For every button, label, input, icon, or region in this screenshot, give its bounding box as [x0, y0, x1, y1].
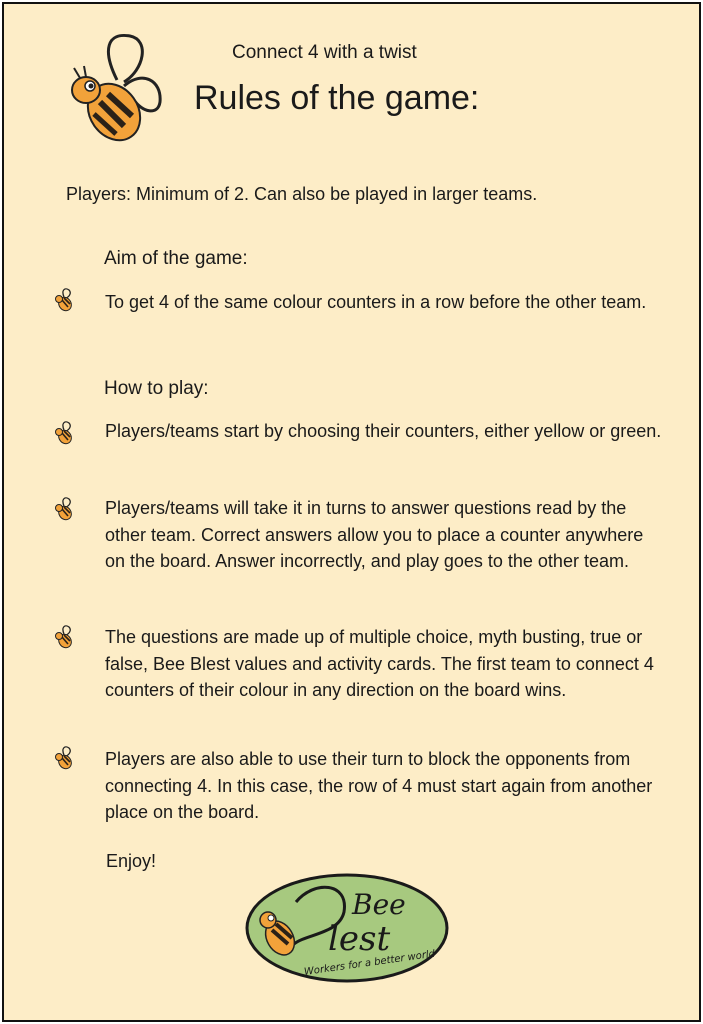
bee-icon — [62, 30, 172, 148]
logo-word-bottom: lest — [328, 919, 391, 959]
bee-bullet-icon — [52, 496, 78, 522]
rule-item: Players/teams will take it in turns to answer questions read by the other team. Correct answers allow you to place a counter anywhere on the board. Answer incorrectly, and play goes to the other team. — [105, 498, 644, 571]
rules-card — [2, 2, 701, 1022]
bee-bullet-icon — [52, 420, 78, 446]
bee-bullet-icon — [52, 624, 78, 650]
aim-text: To get 4 of the same colour counters in a row before the other team. — [105, 292, 647, 312]
subtitle: Connect 4 with a twist — [232, 42, 417, 63]
page-title: Rules of the game: — [194, 79, 480, 117]
rule-item: Players are also able to use their turn to block the opponents from connecting 4. In this case, the row of 4 must start again from another place on the board. — [105, 749, 653, 822]
aim-heading: Aim of the game: — [104, 248, 248, 269]
logo-tagline: Workers for a better world — [303, 948, 436, 978]
bee-bullet-icon — [52, 745, 78, 771]
closing-text: Enjoy! — [106, 851, 157, 871]
players-info: Players: Minimum of 2. Can also be played in larger teams. — [66, 184, 538, 204]
bee-blest-logo — [244, 872, 450, 984]
bee-bullet-icon — [52, 287, 78, 313]
rule-item: The questions are made up of multiple choice, myth busting, true or false, Bee Blest values and activity cards. The first team to connect 4 counters of their colour in any direction on the board wins. — [105, 627, 654, 700]
rule-item: Players/teams start by choosing their counters, either yellow or green. — [105, 421, 662, 441]
logo-word-top: Bee — [352, 888, 406, 921]
how-to-play-heading: How to play: — [104, 378, 209, 399]
